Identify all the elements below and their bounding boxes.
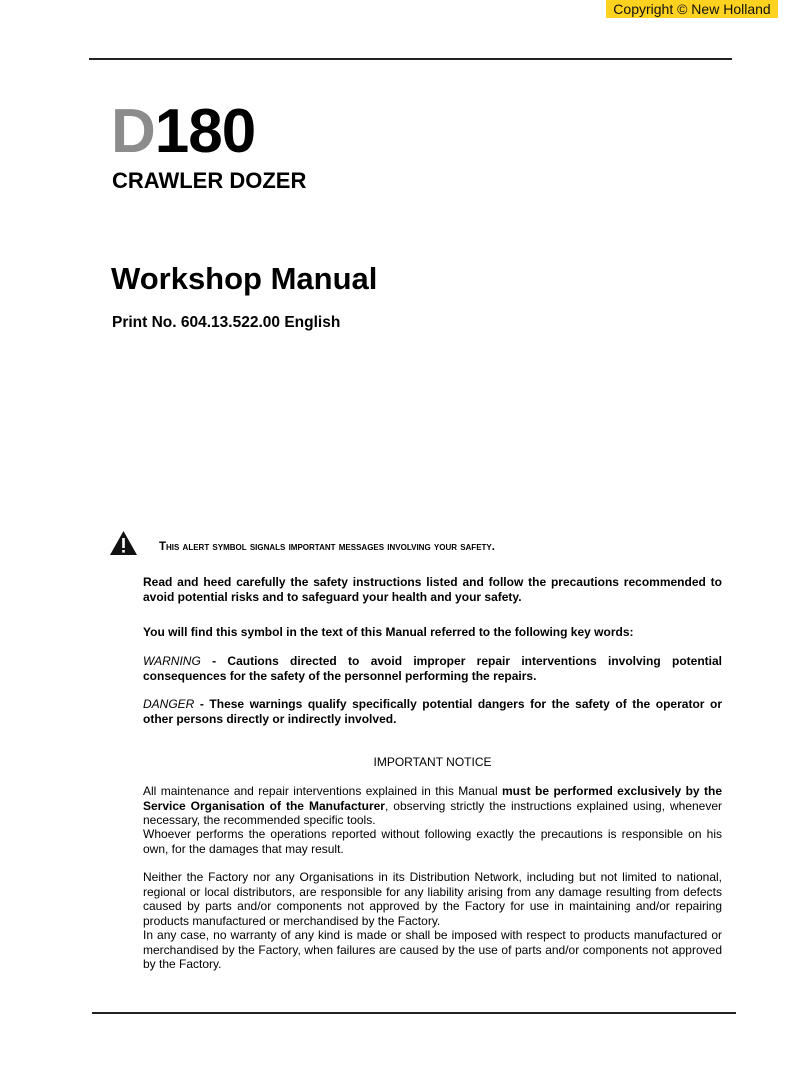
machine-type: CRAWLER DOZER <box>112 168 307 193</box>
keywords-intro: You will find this symbol in the text of this Manual referred to the following key words: <box>143 625 634 639</box>
notice-paragraph-1 <box>143 784 722 828</box>
model-prefix: D <box>111 97 155 166</box>
notice-paragraph-4: In any case, no warranty of any kind is made or shall be imposed with respect to products manufactured or merchandised by the Factory, when failures are caused by the use of parts and/or components not approved by the Factory. <box>143 928 722 971</box>
notice-text: , observing strictly the instructions explained using, whenever necessary, the recommended specific tools. <box>143 798 723 827</box>
model-digits: 180 <box>154 97 256 166</box>
bottom-divider <box>92 1012 736 1014</box>
notice-emphasis: must be performed exclusively by the Service Organisation of the Manufacturer <box>143 784 722 813</box>
copyright-badge: Copyright © New Holland <box>606 0 778 18</box>
notice-text: All maintenance and repair interventions explained in this Manual <box>143 784 502 798</box>
safety-intro: Read and heed carefully the safety instructions listed and follow the precautions recommended to avoid potential risks and to safeguard your health and your safety. <box>143 575 722 604</box>
warning-label: WARNING <box>143 654 201 668</box>
danger-text: - These warnings qualify specifically potential dangers for the safety of the operator or other persons directly or indirectly involved. <box>143 697 722 726</box>
notice-paragraph-2: Whoever performs the operations reported without following exactly the precautions is responsible on his own, for the damages that may result. <box>143 827 722 856</box>
warning-definition <box>143 654 722 683</box>
notice-heading: IMPORTANT NOTICE <box>373 755 492 769</box>
warning-triangle-icon <box>110 531 137 555</box>
top-divider <box>89 58 732 60</box>
model-number <box>111 96 255 168</box>
danger-label: DANGER <box>143 697 195 711</box>
danger-definition <box>143 697 722 726</box>
document-title: Workshop Manual <box>111 261 378 296</box>
alert-statement: This alert symbol signals important messages involving your safety. <box>159 541 495 553</box>
print-number: Print No. 604.13.522.00 English <box>112 314 341 331</box>
warning-text: - Cautions directed to avoid improper repair interventions involving potential consequences for the safety of the personnel performing the repairs. <box>143 654 722 683</box>
notice-paragraph-3: Neither the Factory nor any Organisations in its Distribution Network, including but not limited to national, regional or local distributors, are responsible for any liability arising from any damage resulting from defects caused by parts and/or components not approved by the Factory for use in maintaining and/or repairing products manufactured or merchandised by the Factory. <box>143 870 722 928</box>
